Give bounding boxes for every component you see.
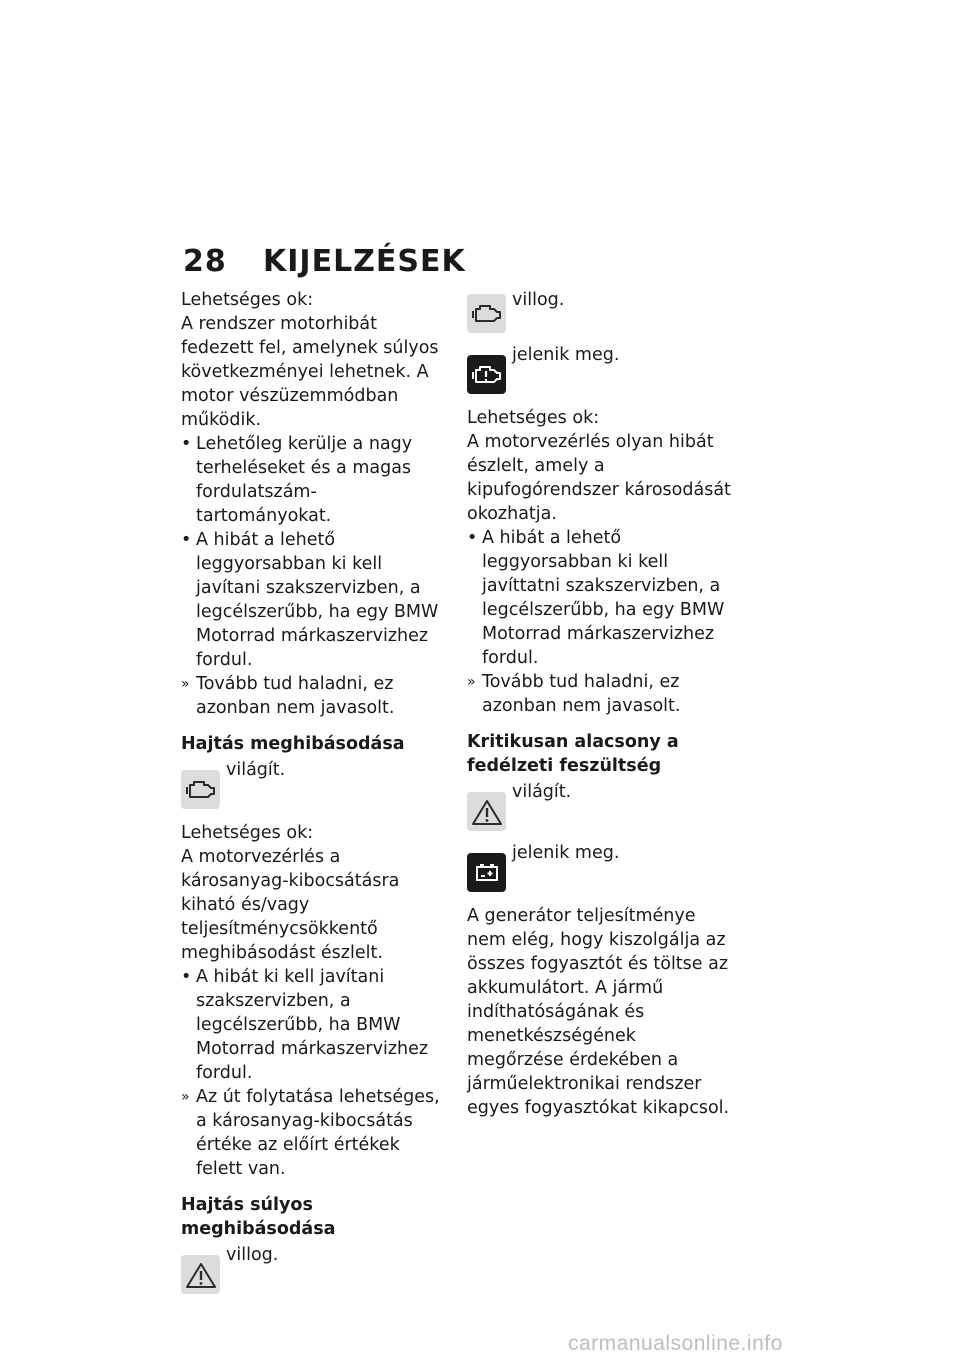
cause-label: Lehetséges ok:: [467, 408, 600, 428]
right-column: [467, 288, 737, 1120]
cause-text: A motorvezérlés olyan hibát észlelt, amely a kipufogórendszer károsodását okozhatja.: [467, 432, 731, 524]
engine-icon: [467, 294, 506, 333]
indicator-row: [467, 780, 737, 831]
result-arrow-icon: »: [181, 1089, 190, 1105]
section-heading: Hajtás súlyos meghibásodása: [181, 1195, 336, 1239]
engine-icon: [467, 355, 506, 394]
body-text: A generátor teljesítménye nem elég, hogy kiszolgálja az összes fogyasztót és töltse az akkumulátort. A jármű indíthatóságának és menetkészségének megőrzése érdekében a járműelektronikai rendszer egyes fogyasztókat kikapcsol.: [467, 906, 730, 1118]
indicator-row: [181, 1243, 451, 1294]
left-column: [181, 288, 451, 1294]
section-heading: Kritikusan alacsony a fedélzeti feszültség: [467, 732, 679, 776]
bullet-item: • Lehetőleg kerülje a nagy terheléseket és a magas fordulatszám-tartományokat.: [181, 432, 451, 528]
bullet-item: • A hibát ki kell javítani szakszervizben, a legcélszerűbb, ha BMW Motorrad márkaszervizhez fordul.: [181, 965, 451, 1085]
indicator-label: világít.: [226, 760, 286, 780]
cause-label: Lehetséges ok:: [181, 290, 314, 310]
bullet-item: • A hibát a lehető leggyorsabban ki kell javítani szakszervizben, a legcélszerűbb, ha egy BMW Motorrad márkaszervizhez fordul.: [181, 528, 451, 672]
indicator-row: [467, 288, 737, 333]
battery-icon: [467, 853, 506, 892]
indicator-label: jelenik meg.: [512, 345, 620, 365]
indicator-label: villog.: [226, 1245, 279, 1265]
result-arrow-icon: »: [467, 674, 476, 690]
result-item: » Az út folytatása lehetséges, a károsanyag-kibocsátás értéke az előírt értékek felett van.: [181, 1087, 440, 1179]
page-header: [183, 244, 466, 279]
engine-icon: [181, 770, 220, 809]
indicator-row: [467, 343, 737, 394]
result-item: » Tovább tud haladni, ez azonban nem javasolt.: [467, 672, 681, 716]
cause-text: A motorvezérlés a károsanyag-kibocsátásra kiható és/vagy teljesítménycsökkentő meghibásodást észlelt.: [181, 847, 400, 963]
indicator-row: [181, 758, 451, 809]
result-arrow-icon: »: [181, 676, 190, 692]
warning-triangle-icon: [467, 792, 506, 831]
bullet-item: • A hibát a lehető leggyorsabban ki kell javíttatni szakszervizben, a legcélszerűbb, ha egy BMW Motorrad márkaszervizhez fordul.: [467, 526, 737, 670]
indicator-row: [467, 841, 737, 892]
indicator-label: világít.: [512, 782, 572, 802]
chapter-title: KIJELZÉSEK: [263, 244, 466, 279]
watermark: carmanualsonline.info: [568, 1332, 783, 1355]
cause-label: Lehetséges ok:: [181, 823, 314, 843]
warning-triangle-icon: [181, 1255, 220, 1294]
result-item: » Tovább tud haladni, ez azonban nem javasolt.: [181, 674, 395, 718]
indicator-label: villog.: [512, 290, 565, 310]
cause-text: A rendszer motorhibát fedezett fel, amelynek súlyos következményei lehetnek. A motor vészüzemmódban működik.: [181, 314, 439, 430]
section-heading: Hajtás meghibásodása: [181, 734, 405, 754]
indicator-label: jelenik meg.: [512, 843, 620, 863]
page-number: 28: [183, 244, 227, 279]
